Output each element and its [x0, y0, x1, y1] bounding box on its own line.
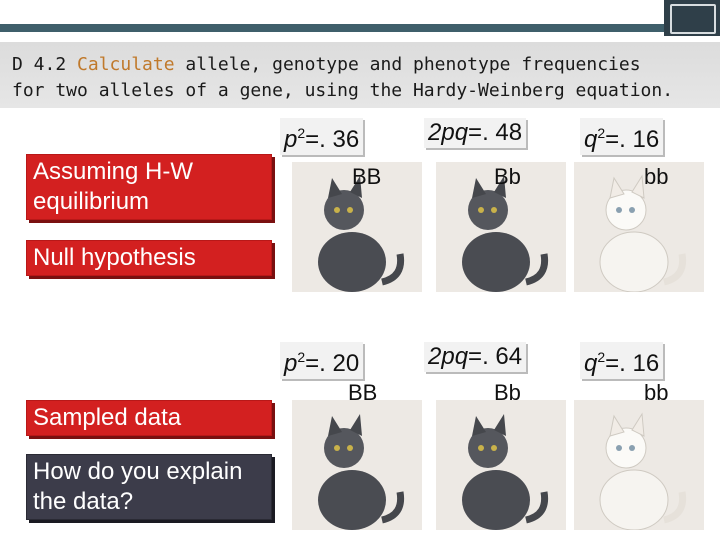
- title-prefix: D 4.2: [12, 54, 78, 75]
- expected-2pq: 2pq=. 48: [424, 118, 526, 148]
- genotype-sampled-1: BB: [348, 380, 378, 405]
- title-rest: allele, genotype and phenotype frequencies: [174, 54, 641, 75]
- genotype-expected-2: Bb: [494, 164, 521, 189]
- dark-grey-cat-icon: [292, 400, 422, 530]
- top-bar: [0, 0, 720, 24]
- genotype-expected-3: bb: [644, 164, 669, 189]
- white-cat-icon: [574, 400, 704, 530]
- slide-title: [12, 52, 712, 104]
- cat-photo-bb-rec-bottom: [574, 400, 704, 530]
- null-hypothesis-label: Null hypothesis: [26, 240, 272, 276]
- sampled-2pq: 2pq=. 64: [424, 342, 526, 372]
- sampled-data-label: Sampled data: [26, 400, 272, 436]
- expected-p2: $p^2=$. 36: [280, 118, 363, 155]
- cat-photo-bb-rec-top: [574, 162, 704, 292]
- top-accent-bar: [0, 24, 720, 32]
- white-cat-icon: [574, 162, 704, 292]
- question-label: How do you explain the data?: [26, 454, 272, 520]
- dark-grey-cat-icon: [436, 400, 566, 530]
- sampled-p2: $p^2=$. 20: [280, 342, 363, 379]
- genotype-sampled-3: bb: [644, 380, 669, 405]
- title-highlight: Calculate: [77, 54, 175, 75]
- expected-q2: $q^2=$. 16: [580, 118, 663, 155]
- sampled-q2: $q^2=$. 16: [580, 342, 663, 379]
- assuming-label: Assuming H-W equilibrium: [26, 154, 272, 220]
- cat-photo-bb-het-bottom: [436, 400, 566, 530]
- cat-photo-bb-bottom: [292, 400, 422, 530]
- genotype-expected-1: BB: [352, 164, 382, 189]
- title-line2: for two alleles of a gene, using the Hardy-Weinberg equation.: [12, 80, 674, 101]
- slide-corner-icon: [664, 0, 720, 36]
- genotype-sampled-2: Bb: [494, 380, 521, 405]
